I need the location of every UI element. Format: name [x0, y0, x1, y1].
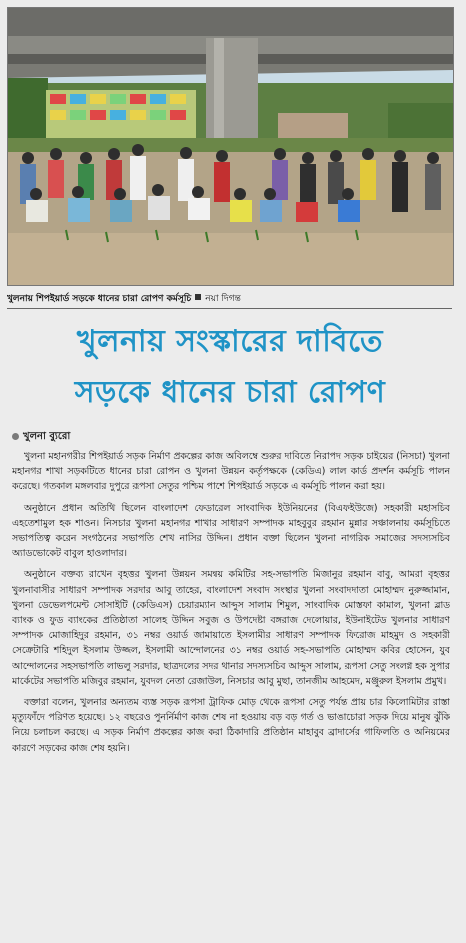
byline: [12, 429, 70, 443]
circle-bullet-icon: [12, 433, 19, 440]
paragraph: অনুষ্ঠানে বক্তব্য রাখেন বৃহত্তর খুলনা উন্নয়ন সমন্বয় কমিটির সহ-সভাপতি মিজানুর রহমান বাবু, আমরা বৃহত্তর খুলনাবাসীর সাধারণ সম্পাদক সরদার আবু তাহের, বাংলাদেশ সংবাদ সংস্থার খুলনা সংবাদদাতা মোহাম্মদ নুরুজ্জামান, খুলনা ডেভেলপমেন্ট সোসাইটি (কেডিএস) চেয়ারম্যান আব্দুস সালাম শিমুল, সাংবাদিক মোস্তফা কামাল, খুলনা ব্লাড ব্যাংক ও ফুড ব্যাংকের প্রতিষ্ঠাতা সালেহ উদ্দিন সবুজ ও উপদেষ্টা বঙ্গরাজ দেলোয়ার, ইউনাইটেড খুলনার সাধারণ সম্পাদক মোজাহিদুর রহমান, ৩১ নম্বর ওয়ার্ড জামায়াতে ইসলামীর সাধারণ সম্পাদক ফিরোজ মাহমুদ ও সহকারী সেক্রেটারি শহিদুল ইসলাম উজ্জল, ইসলামী আন্দোলনের ৩১ নম্বর ওয়ার্ড সহ-সভাপতি মোহাম্মদ কবির হোসেন, যুব আন্দোলনের সহসভাপতি লাভলু সরদার, ছাত্রদলের সদর থানার সদস্যসচিব আব্দুস সালাম, রূপসা সেতু সংলগ্ন হক সুপার মার্কেটের সভাপতি মজিবুর রহমান, যুবদল নেতা রেজাউল, নিসচার আবু মুছা, তানজীম আহমেদ, মঞ্জুরুল ইসলাম প্রমুখ।: [12, 569, 450, 687]
caption-source: নয়া দিগন্ত: [205, 294, 241, 304]
square-bullet-icon: [195, 294, 201, 300]
divider-line: [7, 308, 452, 309]
article-body: [12, 449, 450, 934]
paragraph: খুলনা মহানগরীর শিপইয়ার্ড সড়ক নির্মাণ প্রকল্পের কাজ অবিলম্বে শুরুর দাবিতে নিরাপদ সড়ক চাইয়ের (নিসচা) খুলনা মহানগর শাখা সড়কটিতে ধানের চারা রোপন ও খুলনা উন্নয়ন কর্তৃপক্ষকে (কেডিএ) লাল কার্ড প্রদর্শন কর্মসূচি পালন করেছে। গতকাল মঙ্গলবার দুপুরে রূপসা সেতুর পশ্চিম পাশে শিপইয়ার্ড সড়কে এ কর্মসূচি পালন করা হয়।: [12, 451, 450, 493]
caption-text: খুলনায় শিপইয়ার্ড সড়কে ধানের চারা রোপণ কর্মসূচি: [7, 294, 192, 304]
paragraph: অনুষ্ঠানে প্রধান অতিথি ছিলেন বাংলাদেশ ফেডারেল সাংবাদিক ইউনিয়নের (বিএফইউজে) সহকারী মহাসচিব এহতেশামুল হক শাওন। নিসচার খুলনা মহানগর শাখার সাধারণ সম্পাদক মাহবুবুর রহমান মুন্নার সঞ্চালনায় কর্মসূচিতে সভাপতিত্ব করেন সংগঠনের সভাপতি শেখ নাসির উদ্দিন। প্রধান বক্তা ছিলেন খুলনা নাগরিক সমাজের সদস্যসচিব অ্যাডভোকেট বাবুল হাওলাদার।: [12, 502, 450, 560]
headline-line-2: সড়কে ধানের চারা রোপণ: [74, 375, 386, 410]
paragraph: বক্তারা বলেন, খুলনার অন্যতম ব্যস্ত সড়ক রূপসা ট্রাফিক মোড় থেকে রূপসা সেতু পর্যন্ত প্রায় চার কিলোমিটার রাস্তা মৃত্যুফাঁদে পরিণত হয়েছে। ১২ বছরেও পুনর্নির্মাণ কাজ শেষ না হওয়ায় বড় বড় গর্ত ও ভাঙাচোরা সড়ক দিয়ে মানুষ ঝুঁকি নিয়ে চলাচল করছে। এ সড়ক নির্মাণ প্রকল্পের কাজ করা ঠিকাদারি প্রতিষ্ঠান মাহাবুব ব্রাদার্সের গাফিলতি ও অনিয়মের কারণে সড়কের কাজ শেষ হয়নি।: [12, 697, 450, 754]
byline-text: খুলনা ব্যুরো: [23, 431, 71, 442]
headline-line-1: খুলনায় সংস্কারের দাবিতে: [76, 324, 384, 359]
photo-caption: [7, 291, 452, 305]
headline: [6, 316, 454, 418]
news-photo: [7, 7, 454, 286]
photo-illustration: [8, 8, 453, 285]
